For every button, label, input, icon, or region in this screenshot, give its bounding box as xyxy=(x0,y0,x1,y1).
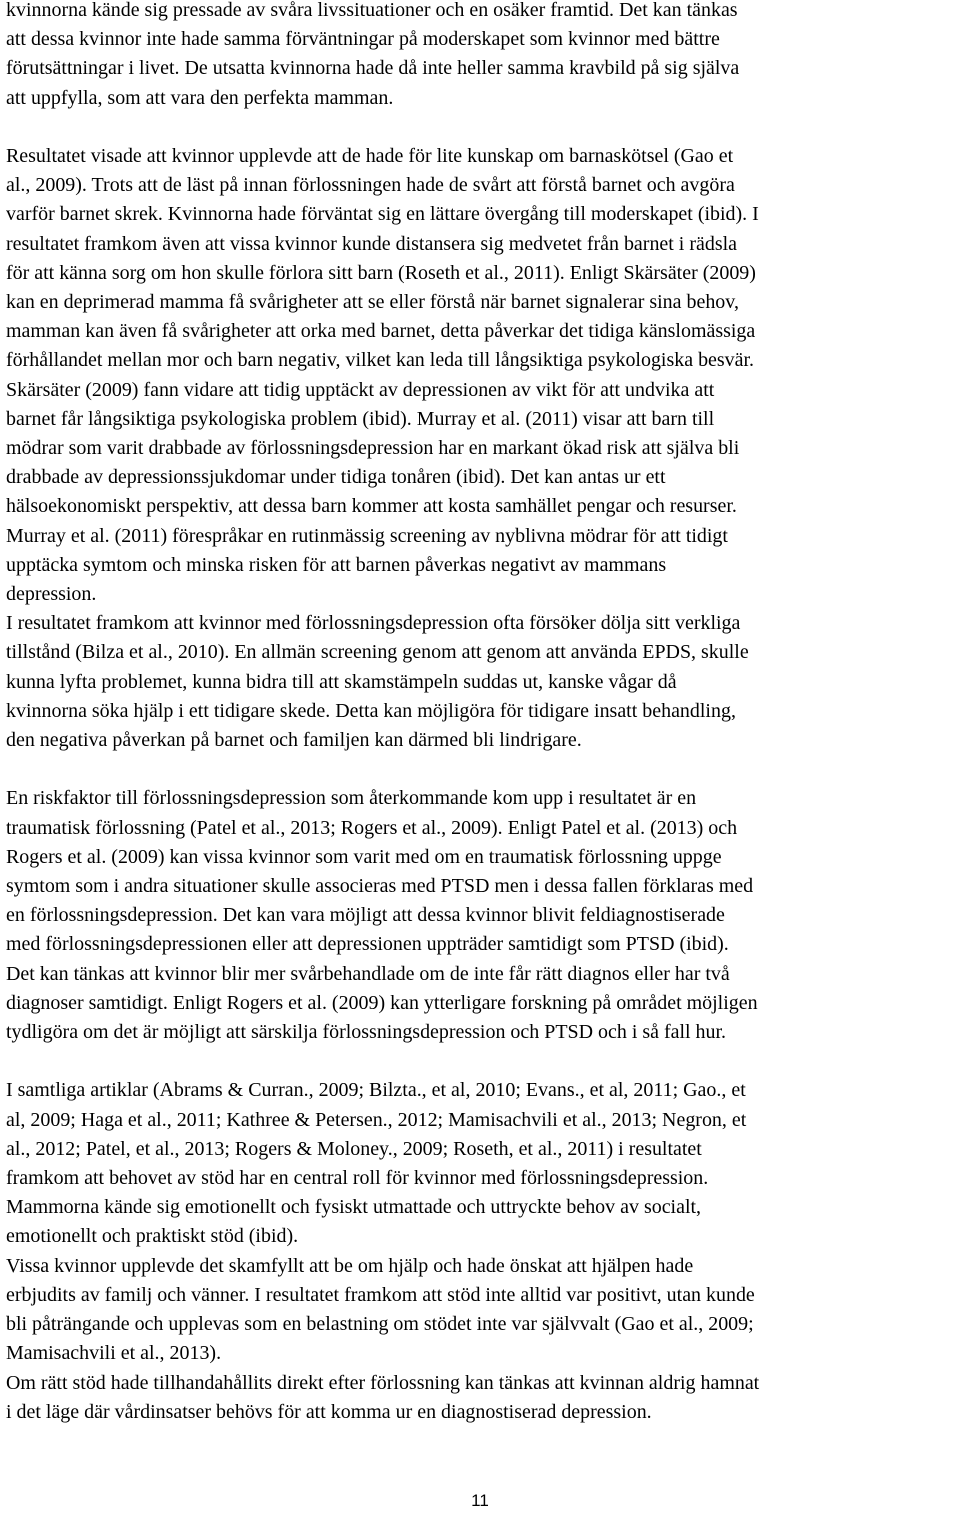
text-line: al., 2009). Trots att de läst på innan förlossningen hade de svårt att förstå barnet och avgöra xyxy=(6,174,735,197)
text-line: Mamisachvili et al., 2013). xyxy=(6,1342,222,1365)
text-line: depression. xyxy=(6,583,97,606)
paragraph-spacer xyxy=(6,113,958,142)
text-line: mamman kan även få svårigheter att orka med barnet, detta påverkar det tidiga känslomässiga xyxy=(6,320,756,343)
text-line: hälsoekonomiskt perspektiv, att dessa barn kommer att kosta samhället pengar och resurser. xyxy=(6,495,737,518)
text-line: med förlossningsdepressionen eller att depressionen uppträder samtidigt som PTSD (ibid). xyxy=(6,933,729,956)
document-page xyxy=(6,0,958,1427)
text-line: Murray et al. (2011) förespråkar en rutinmässig screening av nyblivna mödrar för att tidigt xyxy=(6,524,728,547)
text-line: mödrar som varit drabbade av förlossningsdepression har en markant ökad risk att själva bli xyxy=(6,437,740,460)
text-line: förhållandet mellan mor och barn negativ, vilket kan leda till långsiktiga psykologiska besvär. xyxy=(6,349,755,372)
text-line: kvinnorna kände sig pressade av svåra livssituationer och en osäker framtid. Det kan tänkas xyxy=(6,0,738,21)
text-line: upptäcka symtom och minska risken för att barnen påverkas negativt av mammans xyxy=(6,553,667,576)
text-line: diagnoser samtidigt. Enligt Rogers et al. (2009) kan ytterligare forskning på området möjligen xyxy=(6,991,758,1014)
text-line: den negativa påverkan på barnet och familjen kan därmed bli lindrigare. xyxy=(6,729,582,752)
text-line: förutsättningar i livet. De utsatta kvinnorna hade då inte heller samma kravbild på sig själva xyxy=(6,57,740,80)
text-line: barnet får långsiktiga psykologiska problem (ibid). Murray et al. (2011) visar att barn till xyxy=(6,407,715,430)
text-line: emotionellt och praktiskt stöd (ibid). xyxy=(6,1225,299,1248)
text-line: al., 2012; Patel, et al., 2013; Rogers & Moloney., 2009; Roseth, et al., 2011) i resultatet xyxy=(6,1137,702,1160)
text-line: att dessa kvinnor inte hade samma förväntningar på moderskapet som kvinnor med bättre xyxy=(6,28,720,51)
text-line: att uppfylla, som att vara den perfekta mamman. xyxy=(6,86,394,109)
text-line: tillstånd (Bilza et al., 2010). En allmän screening genom att genom att använda EPDS, skulle xyxy=(6,641,749,664)
text-line: Mammorna kände sig emotionellt och fysiskt utmattade och uttryckte behov av socialt, xyxy=(6,1196,702,1219)
text-line: varför barnet skrek. Kvinnorna hade förväntat sig en lättare övergång till moderskapet (ibid). I xyxy=(6,203,759,226)
text-line: symtom som i andra situationer skulle associeras med PTSD men i dessa fallen förklaras med xyxy=(6,875,754,898)
text-line: Vissa kvinnor upplevde det skamfyllt att be om hjälp och hade önskat att hjälpen hade xyxy=(6,1254,694,1277)
text-line: kunna lyfta problemet, kunna bidra till att skamstämpeln suddas ut, kanske vågar då xyxy=(6,670,677,693)
text-line: Det kan tänkas att kvinnor blir mer svårbehandlade om de inte får rätt diagnos eller har två xyxy=(6,962,730,985)
text-line: kan en deprimerad mamma få svårigheter att se eller förstå när barnet signalerar sina behov, xyxy=(6,291,739,314)
text-line: för att känna sorg om hon skulle förlora sitt barn (Roseth et al., 2011). Enligt Skärsäter (2009) xyxy=(6,261,756,284)
text-line: I samtliga artiklar (Abrams & Curran., 2009; Bilzta., et al, 2010; Evans., et al, 2011; Gao., et xyxy=(6,1079,746,1102)
body-text xyxy=(6,0,958,1427)
text-line: bli påträngande och upplevas som en belastning om stödet inte var självvalt (Gao et al., 2009; xyxy=(6,1313,754,1336)
text-line: Resultatet visade att kvinnor upplevde att de hade för lite kunskap om barnaskötsel (Gao et xyxy=(6,145,734,167)
text-line: Skärsäter (2009) fann vidare att tidig upptäckt av depressionen av vikt för att undvika att xyxy=(6,378,715,401)
text-line: drabbade av depressionssjukdomar under tidiga tonåren (ibid). Det kan antas ur ett xyxy=(6,466,666,489)
text-line: i det läge där vårdinsatser behövs för att komma ur en diagnostiserad depression. xyxy=(6,1400,652,1423)
text-line: en förlossningsdepression. Det kan vara möjligt att dessa kvinnor blivit feldiagnostiserade xyxy=(6,904,725,927)
text-line: En riskfaktor till förlossningsdepression som återkommande kom upp i resultatet är en xyxy=(6,787,697,810)
text-line: resultatet framkom även att vissa kvinnor kunde distansera sig medvetet från barnet i rädsla xyxy=(6,232,738,255)
page-number: 11 xyxy=(471,1491,489,1510)
text-line: Om rätt stöd hade tillhandahållits direkt efter förlossning kan tänkas att kvinnan aldrig hamnat xyxy=(6,1371,760,1394)
text-line: framkom att behovet av stöd har en central roll för kvinnor med förlossningsdepression. xyxy=(6,1167,709,1190)
paragraph-spacer xyxy=(6,1047,958,1076)
text-line: erbjudits av familj och vänner. I resultatet framkom att stöd inte alltid var positivt, utan kunde xyxy=(6,1283,755,1306)
text-line: al, 2009; Haga et al., 2011; Kathree & Petersen., 2012; Mamisachvili et al., 2013; Negron, et xyxy=(6,1108,747,1131)
text-line: tydligöra om det är möjligt att särskilja förlossningsdepression och PTSD och i så fall hur. xyxy=(6,1021,727,1044)
paragraph-spacer xyxy=(6,755,958,784)
text-line: Rogers et al. (2009) kan vissa kvinnor som varit med om en traumatisk förlossning uppge xyxy=(6,845,722,868)
text-line: I resultatet framkom att kvinnor med förlossningsdepression ofta försöker dölja sitt verkliga xyxy=(6,612,741,635)
text-line: traumatisk förlossning (Patel et al., 2013; Rogers et al., 2009). Enligt Patel et al. (2013) och xyxy=(6,816,738,839)
text-line: kvinnorna söka hjälp i ett tidigare skede. Detta kan möjligöra för tidigare insatt behandling, xyxy=(6,699,736,722)
